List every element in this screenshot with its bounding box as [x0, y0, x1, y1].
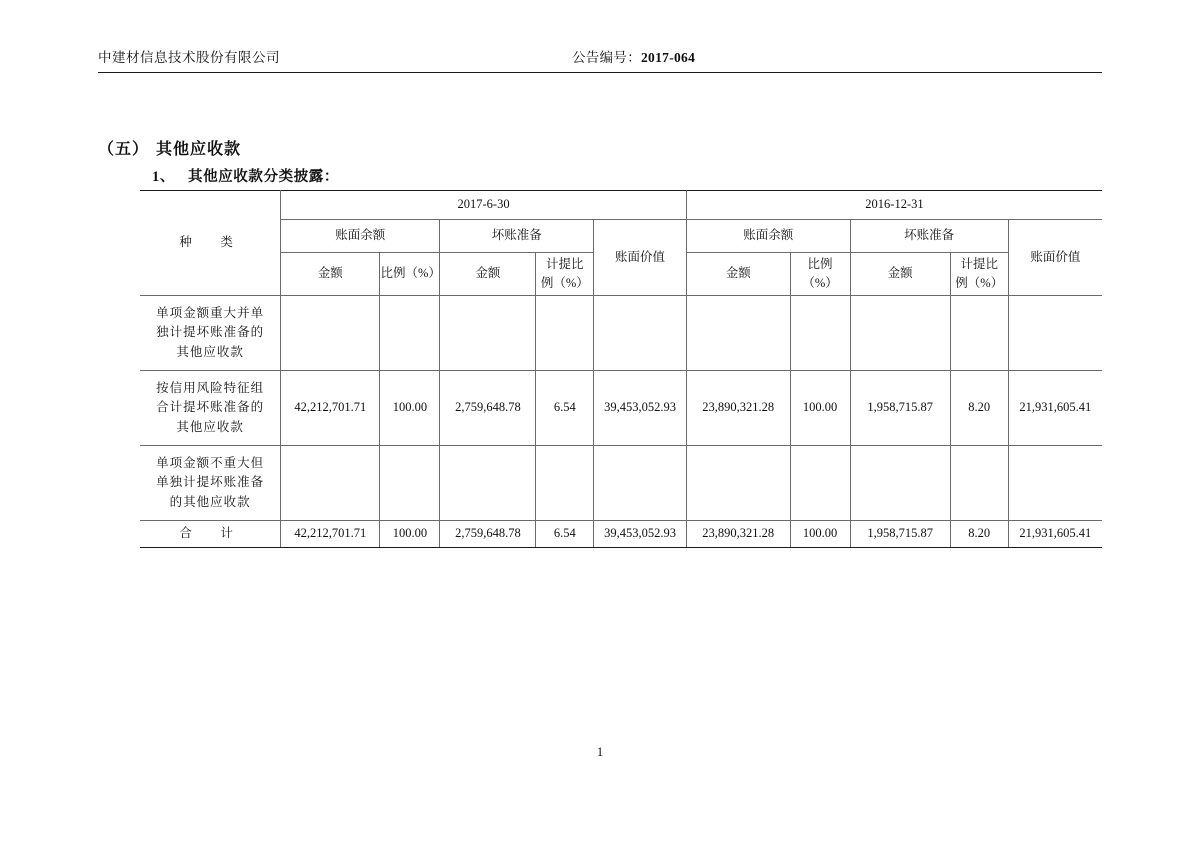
section-title-text: 其他应收款	[156, 141, 242, 158]
header-p2-carrying: 账面价值	[1008, 220, 1102, 296]
cell-p2-ratio	[790, 446, 850, 521]
total-p2-amount: 23,890,321.28	[686, 521, 790, 548]
total-p1-carrying: 39,453,052.93	[594, 521, 687, 548]
total-p2-prov-amount: 1,958,715.87	[850, 521, 950, 548]
header-kind-cell	[140, 191, 281, 296]
row-label-line: 按信用风险特征组	[156, 380, 265, 395]
header-period-1: 2017-6-30	[281, 191, 687, 220]
cell-p2-amount: 23,890,321.28	[686, 371, 790, 446]
cell-p1-carrying	[594, 446, 687, 521]
cell-p1-amount	[281, 446, 380, 521]
header-kind-label: 种 类	[179, 235, 241, 250]
header-p1-balance-group: 账面余额	[281, 220, 440, 253]
row-label-line: 的其他应收款	[169, 494, 251, 509]
row-category-label	[140, 446, 281, 521]
cell-p2-carrying	[1008, 446, 1102, 521]
header-p1-prov-rate: 计提比 例（%）	[536, 253, 594, 296]
cell-p1-prov-rate: 6.54	[536, 371, 594, 446]
cell-p2-carrying: 21,931,605.41	[1008, 371, 1102, 446]
total-p1-amount: 42,212,701.71	[281, 521, 380, 548]
header-notice-label: 公告编号：	[572, 50, 641, 65]
header-p2-amount: 金额	[686, 253, 790, 296]
cell-p2-ratio: 100.00	[790, 371, 850, 446]
header-notice-number: 2017-064	[641, 50, 696, 65]
header-p1-carrying: 账面价值	[594, 220, 687, 296]
total-label: 合 计	[179, 526, 241, 541]
cell-p2-carrying	[1008, 296, 1102, 371]
cell-p1-ratio: 100.00	[380, 371, 440, 446]
total-p1-prov-amount: 2,759,648.78	[440, 521, 536, 548]
cell-p2-prov-rate: 8.20	[950, 371, 1008, 446]
table-header-row-period	[140, 191, 1102, 220]
header-p2-ratio: 比例 （%）	[790, 253, 850, 296]
header-period-2: 2016-12-31	[686, 191, 1102, 220]
header-p2-prov-rate: 计提比 例（%）	[950, 253, 1008, 296]
row-label-line: 其他应收款	[176, 344, 244, 359]
header-p1-provision-group: 坏账准备	[440, 220, 594, 253]
section-title	[98, 136, 241, 159]
page-number: 1	[596, 745, 604, 759]
subsection-number: 1、	[152, 169, 175, 185]
header-company-name: 中建材信息技术股份有限公司	[98, 50, 280, 65]
cell-p1-prov-amount	[440, 296, 536, 371]
cell-p2-prov-amount	[850, 446, 950, 521]
subsection-title	[152, 165, 339, 186]
subsection-title-text: 其他应收款分类披露：	[188, 169, 339, 185]
cell-p1-carrying: 39,453,052.93	[594, 371, 687, 446]
header-notice	[572, 46, 695, 66]
cell-p1-prov-amount	[440, 446, 536, 521]
cell-p1-prov-rate	[536, 446, 594, 521]
section-number: （五）	[98, 141, 150, 158]
cell-p2-prov-amount	[850, 296, 950, 371]
header-p1-amount: 金额	[281, 253, 380, 296]
row-label-line: 单项金额不重大但	[156, 455, 265, 470]
cell-p1-carrying	[594, 296, 687, 371]
header-p2-balance-group: 账面余额	[686, 220, 850, 253]
cell-p1-amount	[281, 296, 380, 371]
table-row	[140, 296, 1102, 371]
other-receivables-table	[140, 190, 1102, 548]
total-label-cell	[140, 521, 281, 548]
total-p2-prov-rate: 8.20	[950, 521, 1008, 548]
cell-p1-prov-rate	[536, 296, 594, 371]
row-category-label	[140, 296, 281, 371]
table-total-row	[140, 521, 1102, 548]
cell-p2-amount	[686, 446, 790, 521]
total-p2-carrying: 21,931,605.41	[1008, 521, 1102, 548]
table-header-row-group	[140, 220, 1102, 253]
header-p1-ratio: 比例（%）	[380, 253, 440, 296]
cell-p2-prov-rate	[950, 296, 1008, 371]
header-p1-prov-amount: 金额	[440, 253, 536, 296]
row-label-line: 独计提坏账准备的	[156, 325, 265, 340]
cell-p2-prov-amount: 1,958,715.87	[850, 371, 950, 446]
total-p1-prov-rate: 6.54	[536, 521, 594, 548]
cell-p1-ratio	[380, 446, 440, 521]
table-row	[140, 371, 1102, 446]
cell-p1-amount: 42,212,701.71	[281, 371, 380, 446]
row-category-label	[140, 371, 281, 446]
cell-p1-ratio	[380, 296, 440, 371]
cell-p1-prov-amount: 2,759,648.78	[440, 371, 536, 446]
row-label-line: 单独计提坏账准备	[156, 475, 265, 490]
cell-p2-ratio	[790, 296, 850, 371]
header-p2-prov-amount: 金额	[850, 253, 950, 296]
cell-p2-amount	[686, 296, 790, 371]
row-label-line: 其他应收款	[176, 419, 244, 434]
cell-p2-prov-rate	[950, 446, 1008, 521]
page-header	[98, 46, 1102, 73]
total-p1-ratio: 100.00	[380, 521, 440, 548]
table-row	[140, 446, 1102, 521]
row-label-line: 合计提坏账准备的	[156, 400, 265, 415]
total-p2-ratio: 100.00	[790, 521, 850, 548]
row-label-line: 单项金额重大并单	[156, 305, 265, 320]
header-p2-provision-group: 坏账准备	[850, 220, 1008, 253]
